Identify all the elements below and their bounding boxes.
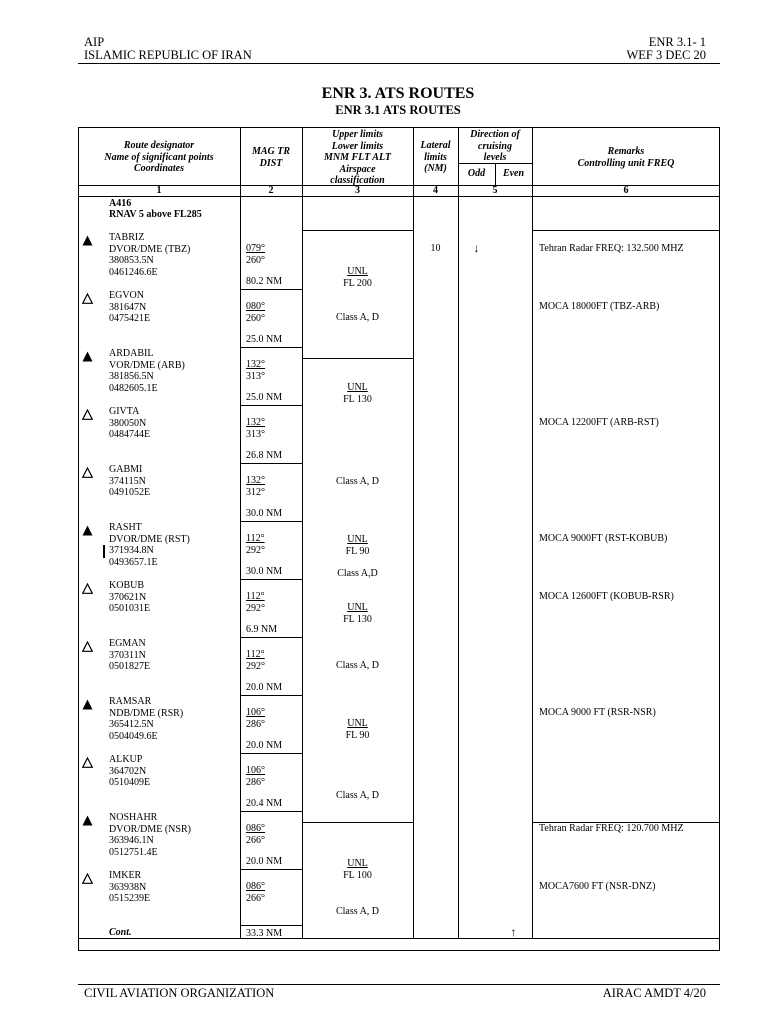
col5-even-header: Even [502,168,525,179]
table-last-row-rule [78,938,720,939]
point-detail-line: 0510409E [109,777,151,788]
point-detail-line: 0493657.1E [109,556,158,568]
on-request-reporting-point-icon [82,755,93,773]
table-left-border [78,127,79,951]
point-name: TABRIZ [109,232,145,243]
col3-header-line: Airspace [339,163,376,175]
header-rule [78,63,720,64]
segment-track-outbound: 112° [246,533,265,544]
col5-header-line: cruising [478,140,512,152]
col3-header [302,129,413,187]
point-detail-line: 0501031E [109,603,151,614]
upper-limit: UNL [347,534,368,545]
point-detail-line: VOR/DME (ARB) [109,359,185,371]
continuation-distance: 33.3 NM [246,928,283,939]
segment-distance: 30.0 NM [246,508,283,519]
segment-distance: 20.0 NM [246,856,283,867]
point-detail-line: DVOR/DME (NSR) [109,823,191,835]
compulsory-reporting-point-icon [82,233,93,251]
segment-track-inbound: 286° [246,719,265,730]
table-top-border [78,127,720,128]
point-name: GIVTA [109,406,140,417]
segment-track-inbound: 292° [246,661,265,672]
airspace-class: Class A, D [335,312,380,323]
segment-track-inbound: 266° [246,835,265,846]
point-detail-line: 0482605.1E [109,382,158,394]
compulsory-reporting-point-icon [82,813,93,831]
on-request-reporting-point-icon [82,407,93,425]
upper-limit: UNL [347,602,368,613]
col4-header-line: Lateral [420,140,451,151]
col-number-4: 4 [433,185,438,196]
point-detail-line: 0515239E [109,893,151,904]
segment-track-inbound: 292° [246,545,265,556]
point-detail-line: 0501827E [109,661,151,672]
col3-header-line: MNM FLT ALT [323,152,392,163]
route-spec: RNAV 5 above FL285 [109,209,202,220]
lower-limit: FL 90 [345,546,370,557]
col1-header [78,140,240,175]
airspace-class: Class A,D [337,568,378,579]
on-request-reporting-point-icon [82,871,93,889]
col3-header-line: Lower limits [331,140,384,152]
limits-rule-1 [302,230,413,231]
point-name: IMKER [109,870,142,881]
col2-header-line: DIST [259,157,283,169]
lower-limit: FL 90 [345,730,370,741]
segment-track-inbound: 292° [246,603,265,614]
segment-rule [240,521,302,522]
col-number-5: 5 [492,185,498,196]
lower-limit: FL 200 [343,278,372,289]
upper-limit: UNL [347,718,368,729]
footer-rule [78,984,720,985]
lateral-limits-value: 10 [430,243,441,254]
segment-distance: 6.9 NM [246,624,278,635]
segment-distance: 20.0 NM [246,740,283,751]
table-right-border [719,127,720,951]
col1-header-line: Route designator [123,140,195,151]
footer-organization: CIVIL AVIATION ORGANIZATION [84,986,275,1000]
col6-header-line: Remarks [607,146,645,157]
route-designator: A416 [109,198,132,209]
page-subtitle: ENR 3.1 ATS ROUTES [335,103,461,117]
segment-track-outbound: 112° [246,649,265,660]
on-request-reporting-point-icon [82,639,93,657]
col2-header-line: MAG TR [251,146,291,157]
col-number-6: 6 [623,185,629,196]
on-request-reporting-point-icon [82,465,93,483]
point-detail-line: 0491052E [109,487,151,498]
point-detail-line: 371934.8N [109,545,154,556]
segment-rule [240,695,302,696]
airspace-class: Class A, D [335,476,380,487]
segment-rule [240,405,302,406]
segment-rule [240,637,302,638]
col4-header-line: limits [424,151,447,163]
header-country: ISLAMIC REPUBLIC OF IRAN [84,48,252,62]
segment-rule [240,925,302,926]
point-name: ALKUP [109,754,143,765]
col6-header-line: Controlling unit FREQ [577,157,675,169]
col-number-1: 1 [156,185,162,196]
remark-text: MOCA 9000 FT (RSR-NSR) [539,707,656,718]
segment-rule [240,579,302,580]
on-request-reporting-point-icon [82,581,93,599]
segment-distance: 20.4 NM [246,798,283,809]
point-detail-line: 0475421E [109,313,151,324]
upper-limit: UNL [347,858,368,869]
col5-header-line: levels [483,152,507,163]
remark-text: Tehran Radar FREQ: 132.500 MHZ [539,243,684,254]
upper-limit: UNL [347,266,368,277]
point-detail-line: 364702N [109,765,147,777]
point-name: NOSHAHR [109,812,158,823]
segment-track-outbound: 132° [246,417,265,428]
compulsory-reporting-point-icon [82,349,93,367]
segment-track-inbound: 312° [246,487,265,498]
point-detail-line: 370311N [109,649,146,661]
table-bottom-border [78,950,720,951]
segment-track-inbound: 313° [246,429,265,440]
segment-track-outbound: 079° [246,243,265,254]
remark-text: MOCA7600 FT (NSR-DNZ) [539,881,656,892]
segment-track-inbound: 266° [246,893,265,904]
segment-track-inbound: 313° [246,371,265,382]
segment-track-inbound: 260° [246,313,265,324]
col1-header-line: Name of significant points [104,151,214,163]
segment-rule [240,753,302,754]
point-detail-line: 0461246.6E [109,266,158,278]
col-divider-2 [302,127,303,938]
col-number-2: 2 [268,185,274,196]
point-name: KOBUB [109,580,145,591]
compulsory-reporting-point-icon [82,697,93,715]
lower-limit: FL 100 [343,870,372,881]
segment-rule [240,869,302,870]
point-detail-line: 0484744E [109,429,151,440]
remark-text: MOCA 12200FT (ARB-RST) [539,417,659,428]
col-divider-1 [240,127,241,938]
point-detail-line: 380853.5N [109,255,154,266]
amendment-change-bar [103,545,105,558]
upper-limit: UNL [347,382,368,393]
segment-track-outbound: 106° [246,765,265,776]
segment-track-outbound: 106° [246,707,265,718]
segment-distance: 26.8 NM [246,450,283,461]
point-detail-line: 370621N [109,591,147,603]
col2-header [240,146,302,169]
segment-track-outbound: 112° [246,591,265,602]
point-name: RASHT [109,522,142,533]
airspace-class: Class A, D [335,906,380,917]
page-title: ENR 3. ATS ROUTES [321,85,475,102]
point-name: EGMAN [109,638,146,649]
limits-rule-3 [302,822,413,823]
lower-limit: FL 130 [343,614,372,625]
point-name: GABMI [109,464,143,475]
point-detail-line: 363946.1N [109,835,154,846]
segment-rule [240,347,302,348]
point-detail-line: 380050N [109,417,147,429]
point-detail-line: 0512751.4E [109,846,158,858]
col-divider-5 [532,127,533,938]
arrow-up-icon: ↑ [510,925,517,939]
point-detail-line: 374115N [109,475,146,487]
col5-header [458,129,532,164]
header-page-ref: ENR 3.1- 1 [648,35,706,49]
airspace-class: Class A, D [335,790,380,801]
remark-text: Tehran Radar FREQ: 120.700 MHZ [539,823,684,834]
point-name: ARDABIL [109,348,154,359]
footer-amendment: AIRAC AMDT 4/20 [602,986,706,1000]
remark-text: MOCA 18000FT (TBZ-ARB) [539,301,660,312]
segment-distance: 30.0 NM [246,566,283,577]
point-detail-line: DVOR/DME (TBZ) [109,243,191,255]
segment-track-outbound: 132° [246,475,265,486]
point-detail-line: 363938N [109,881,147,893]
point-detail-line: 381856.5N [109,371,154,382]
arrow-down-icon: ↓ [473,241,480,255]
col4-header [413,140,458,175]
segment-track-outbound: 080° [246,301,265,312]
col5-odd-header: Odd [467,168,486,179]
point-detail-line: NDB/DME (RSR) [109,707,184,719]
segment-track-outbound: 086° [246,881,265,892]
segment-track-outbound: 086° [246,823,265,834]
point-name: EGVON [109,290,144,301]
col3-header-line: classification [330,175,385,186]
segment-rule [240,811,302,812]
point-detail-line: 0504049.6E [109,730,158,742]
point-detail-line: 365412.5N [109,719,154,730]
segment-rule [240,289,302,290]
remark-text: MOCA 9000FT (RST-KOBUB) [539,533,668,544]
col1-header-line: Coordinates [133,163,184,174]
lower-limit: FL 130 [343,394,372,405]
col4-header-line: (NM) [424,163,447,174]
airspace-class: Class A, D [335,660,380,671]
header-effective-date: WEF 3 DEC 20 [626,48,706,62]
segment-track-inbound: 260° [246,255,265,266]
remarks-rule-1 [532,230,720,231]
on-request-reporting-point-icon [82,291,93,309]
col5-header-line: Direction of [470,129,520,140]
col6-header [532,146,720,169]
remark-text: MOCA 12600FT (KOBUB-RSR) [539,591,674,602]
segment-rule [240,463,302,464]
point-name: RAMSAR [109,696,152,707]
limits-rule-2 [302,358,413,359]
point-detail-line: 381647N [109,301,147,313]
point-detail-line: DVOR/DME (RST) [109,533,190,545]
segment-distance: 25.0 NM [246,334,283,345]
segment-track-inbound: 286° [246,777,265,788]
continuation-label: Cont. [109,927,132,938]
segment-distance: 25.0 NM [246,392,283,403]
segment-distance: 20.0 NM [246,682,283,693]
segment-distance: 80.2 NM [246,276,283,287]
compulsory-reporting-point-icon [82,523,93,541]
header-aip: AIP [84,35,105,49]
segment-track-outbound: 132° [246,359,265,370]
col3-header-line: Upper limits [332,129,383,140]
col-number-3: 3 [355,185,360,196]
